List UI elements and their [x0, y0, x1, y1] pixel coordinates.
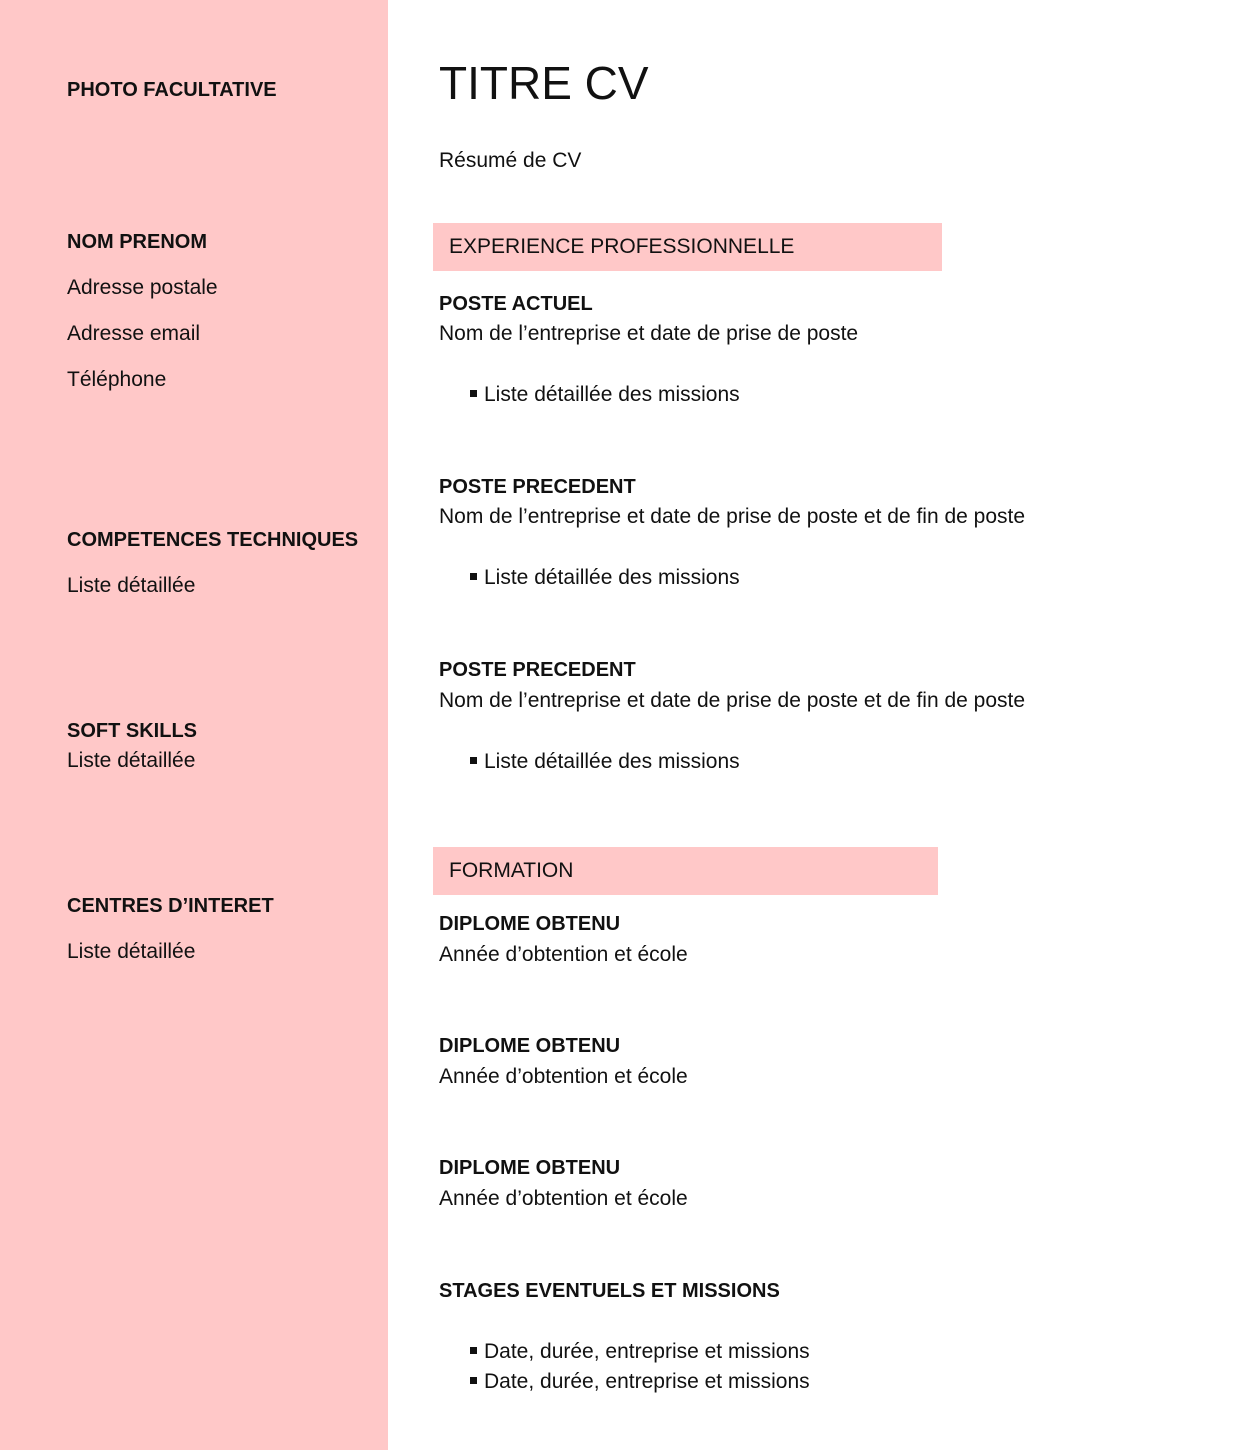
tech-skills-heading: COMPETENCES TECHNIQUES: [67, 529, 359, 551]
interests-heading: CENTRES D’INTERET: [67, 895, 274, 917]
summary: Résumé de CV: [439, 149, 582, 172]
name-heading: NOM PRENOM: [67, 231, 207, 253]
page-title: TITRE CV: [439, 57, 649, 109]
job-title: POSTE PRECEDENT: [439, 659, 636, 681]
internships-heading: STAGES EVENTUELS ET MISSIONS: [439, 1280, 780, 1302]
job-company: Nom de l’entreprise et date de prise de poste et de fin de poste: [439, 689, 1026, 712]
interests-list: Liste détaillée: [67, 940, 196, 963]
experience-header: [433, 223, 942, 271]
soft-skills-list: Liste détaillée: [67, 749, 196, 772]
phone: Téléphone: [67, 368, 167, 391]
diploma-title: DIPLOME OBTENU: [439, 1157, 621, 1179]
job-missions: Liste détaillée des missions: [470, 565, 740, 591]
email-address: Adresse email: [67, 322, 201, 345]
diploma-title: DIPLOME OBTENU: [439, 1035, 621, 1057]
job-company: Nom de l’entreprise et date de prise de poste: [439, 322, 859, 345]
education-header-label: FORMATION: [449, 859, 574, 882]
diploma-title: DIPLOME OBTENU: [439, 913, 621, 935]
internship-item: Date, durée, entreprise et missions: [470, 1369, 810, 1395]
job-company: Nom de l’entreprise et date de prise de poste et de fin de poste: [439, 505, 1026, 528]
experience-header-label: EXPERIENCE PROFESSIONNELLE: [449, 235, 795, 258]
tech-skills-list: Liste détaillée: [67, 574, 196, 597]
job-title: POSTE PRECEDENT: [439, 476, 636, 498]
diploma-detail: Année d’obtention et école: [439, 1187, 688, 1210]
job-title: POSTE ACTUEL: [439, 293, 593, 315]
education-header: [433, 847, 938, 895]
diploma-detail: Année d’obtention et école: [439, 1065, 688, 1088]
postal-address: Adresse postale: [67, 276, 218, 299]
job-missions: Liste détaillée des missions: [470, 749, 740, 775]
soft-skills-heading: SOFT SKILLS: [67, 720, 197, 742]
internship-item: Date, durée, entreprise et missions: [470, 1339, 810, 1365]
job-missions: Liste détaillée des missions: [470, 382, 740, 408]
diploma-detail: Année d’obtention et école: [439, 943, 688, 966]
photo-placeholder: PHOTO FACULTATIVE: [67, 79, 277, 101]
